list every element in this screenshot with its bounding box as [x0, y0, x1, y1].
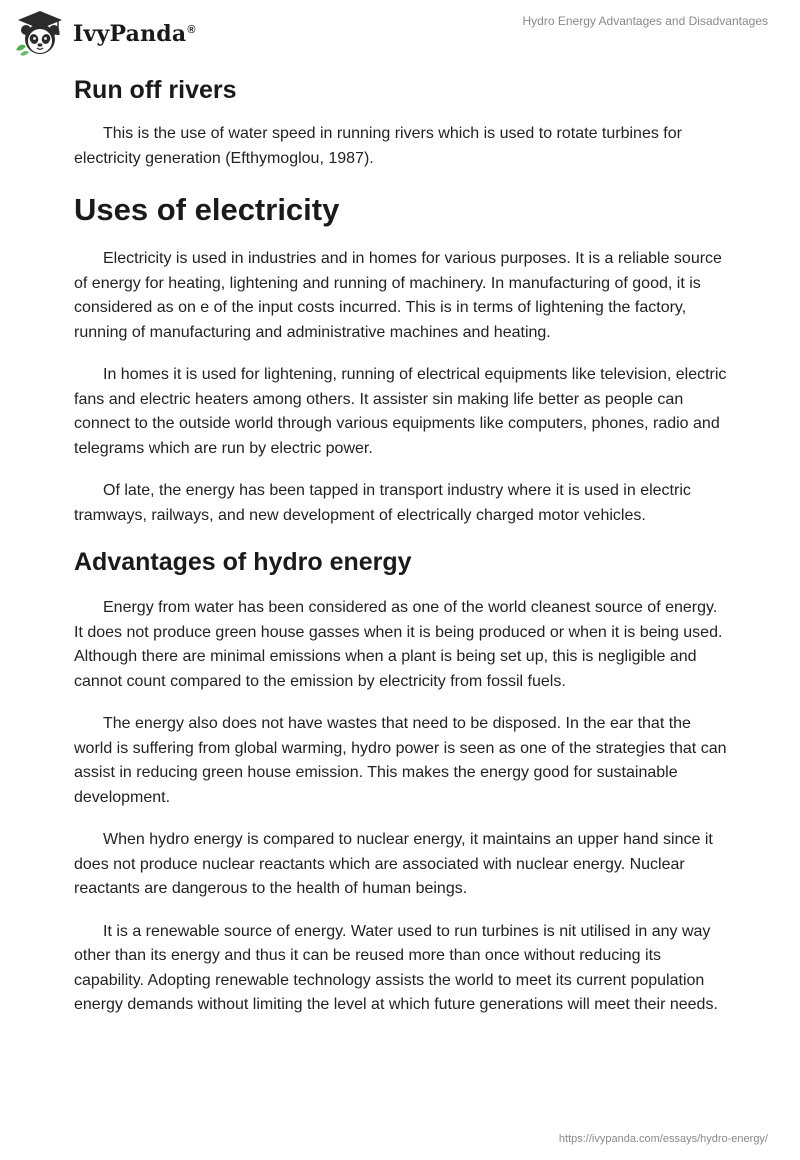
- source-url-link[interactable]: https://ivypanda.com/essays/hydro-energy/: [558, 1133, 768, 1145]
- document-running-title: Hydro Energy Advantages and Disadvantages: [522, 14, 768, 28]
- paragraph: It is a renewable source of energy. Water used to run turbines is nit utilised in any way other than its energy and thus it can be reused more than once without reducing its capability. Adopting renewable technology assists the world to meet its current population energy demands without limiting the level at which future generations will meet their needs.: [74, 922, 718, 1013]
- section-heading-advantages-of-hydro-energy: Advantages of hydro energy: [74, 548, 412, 576]
- paragraph: In homes it is used for lightening, running of electrical equipments like television, electric fans and electric heaters among others. It assister sin making life better as people can connect to the outside world through various equipments like computers, phones, radio and telegrams which are run by electric power.: [74, 366, 727, 457]
- page-header: [0, 0, 800, 66]
- panda-graduate-icon: [14, 8, 66, 58]
- logo-wordmark: IvyPanda®: [73, 21, 196, 47]
- paragraph: When hydro energy is compared to nuclear energy, it maintains an upper hand since it does not produce nuclear reactants which are associated with nuclear energy. Nuclear reactants are dangerous to the health of human beings.: [74, 831, 713, 897]
- section-heading-run-off-rivers: Run off rivers: [74, 76, 237, 104]
- paragraph: Energy from water has been considered as one of the world cleanest source of energy. It does not produce green house gasses when it is being produced or when it is being used. Although there are minimal emissions when a plant is being set up, this is negligible and cannot count compared to the emission by electricity from fossil fuels.: [74, 599, 723, 690]
- paragraph: Electricity is used in industries and in homes for various purposes. It is a reliable source of energy for heating, lightening and running of machinery. In manufacturing of good, it is considered as on e of the input costs incurred. This is in terms of lightening the factory, running of manufacturing and administrative machines and heating.: [74, 250, 722, 341]
- section-heading-uses-of-electricity: Uses of electricity: [74, 192, 340, 227]
- essay-content: [74, 70, 730, 1018]
- ivypanda-logo[interactable]: [14, 8, 196, 58]
- paragraph: The energy also does not have wastes that need to be disposed. In the ear that the world is suffering from global warming, hydro power is seen as one of the strategies that can assist in reducing green house emission. This makes the energy good for sustainable development.: [74, 715, 727, 806]
- paragraph: Of late, the energy has been tapped in transport industry where it is used in electric tramways, railways, and new development of electrically charged motor vehicles.: [74, 482, 691, 524]
- paragraph: This is the use of water speed in running rivers which is used to rotate turbines for electricity generation (Efthymoglou, 1987).: [74, 125, 682, 167]
